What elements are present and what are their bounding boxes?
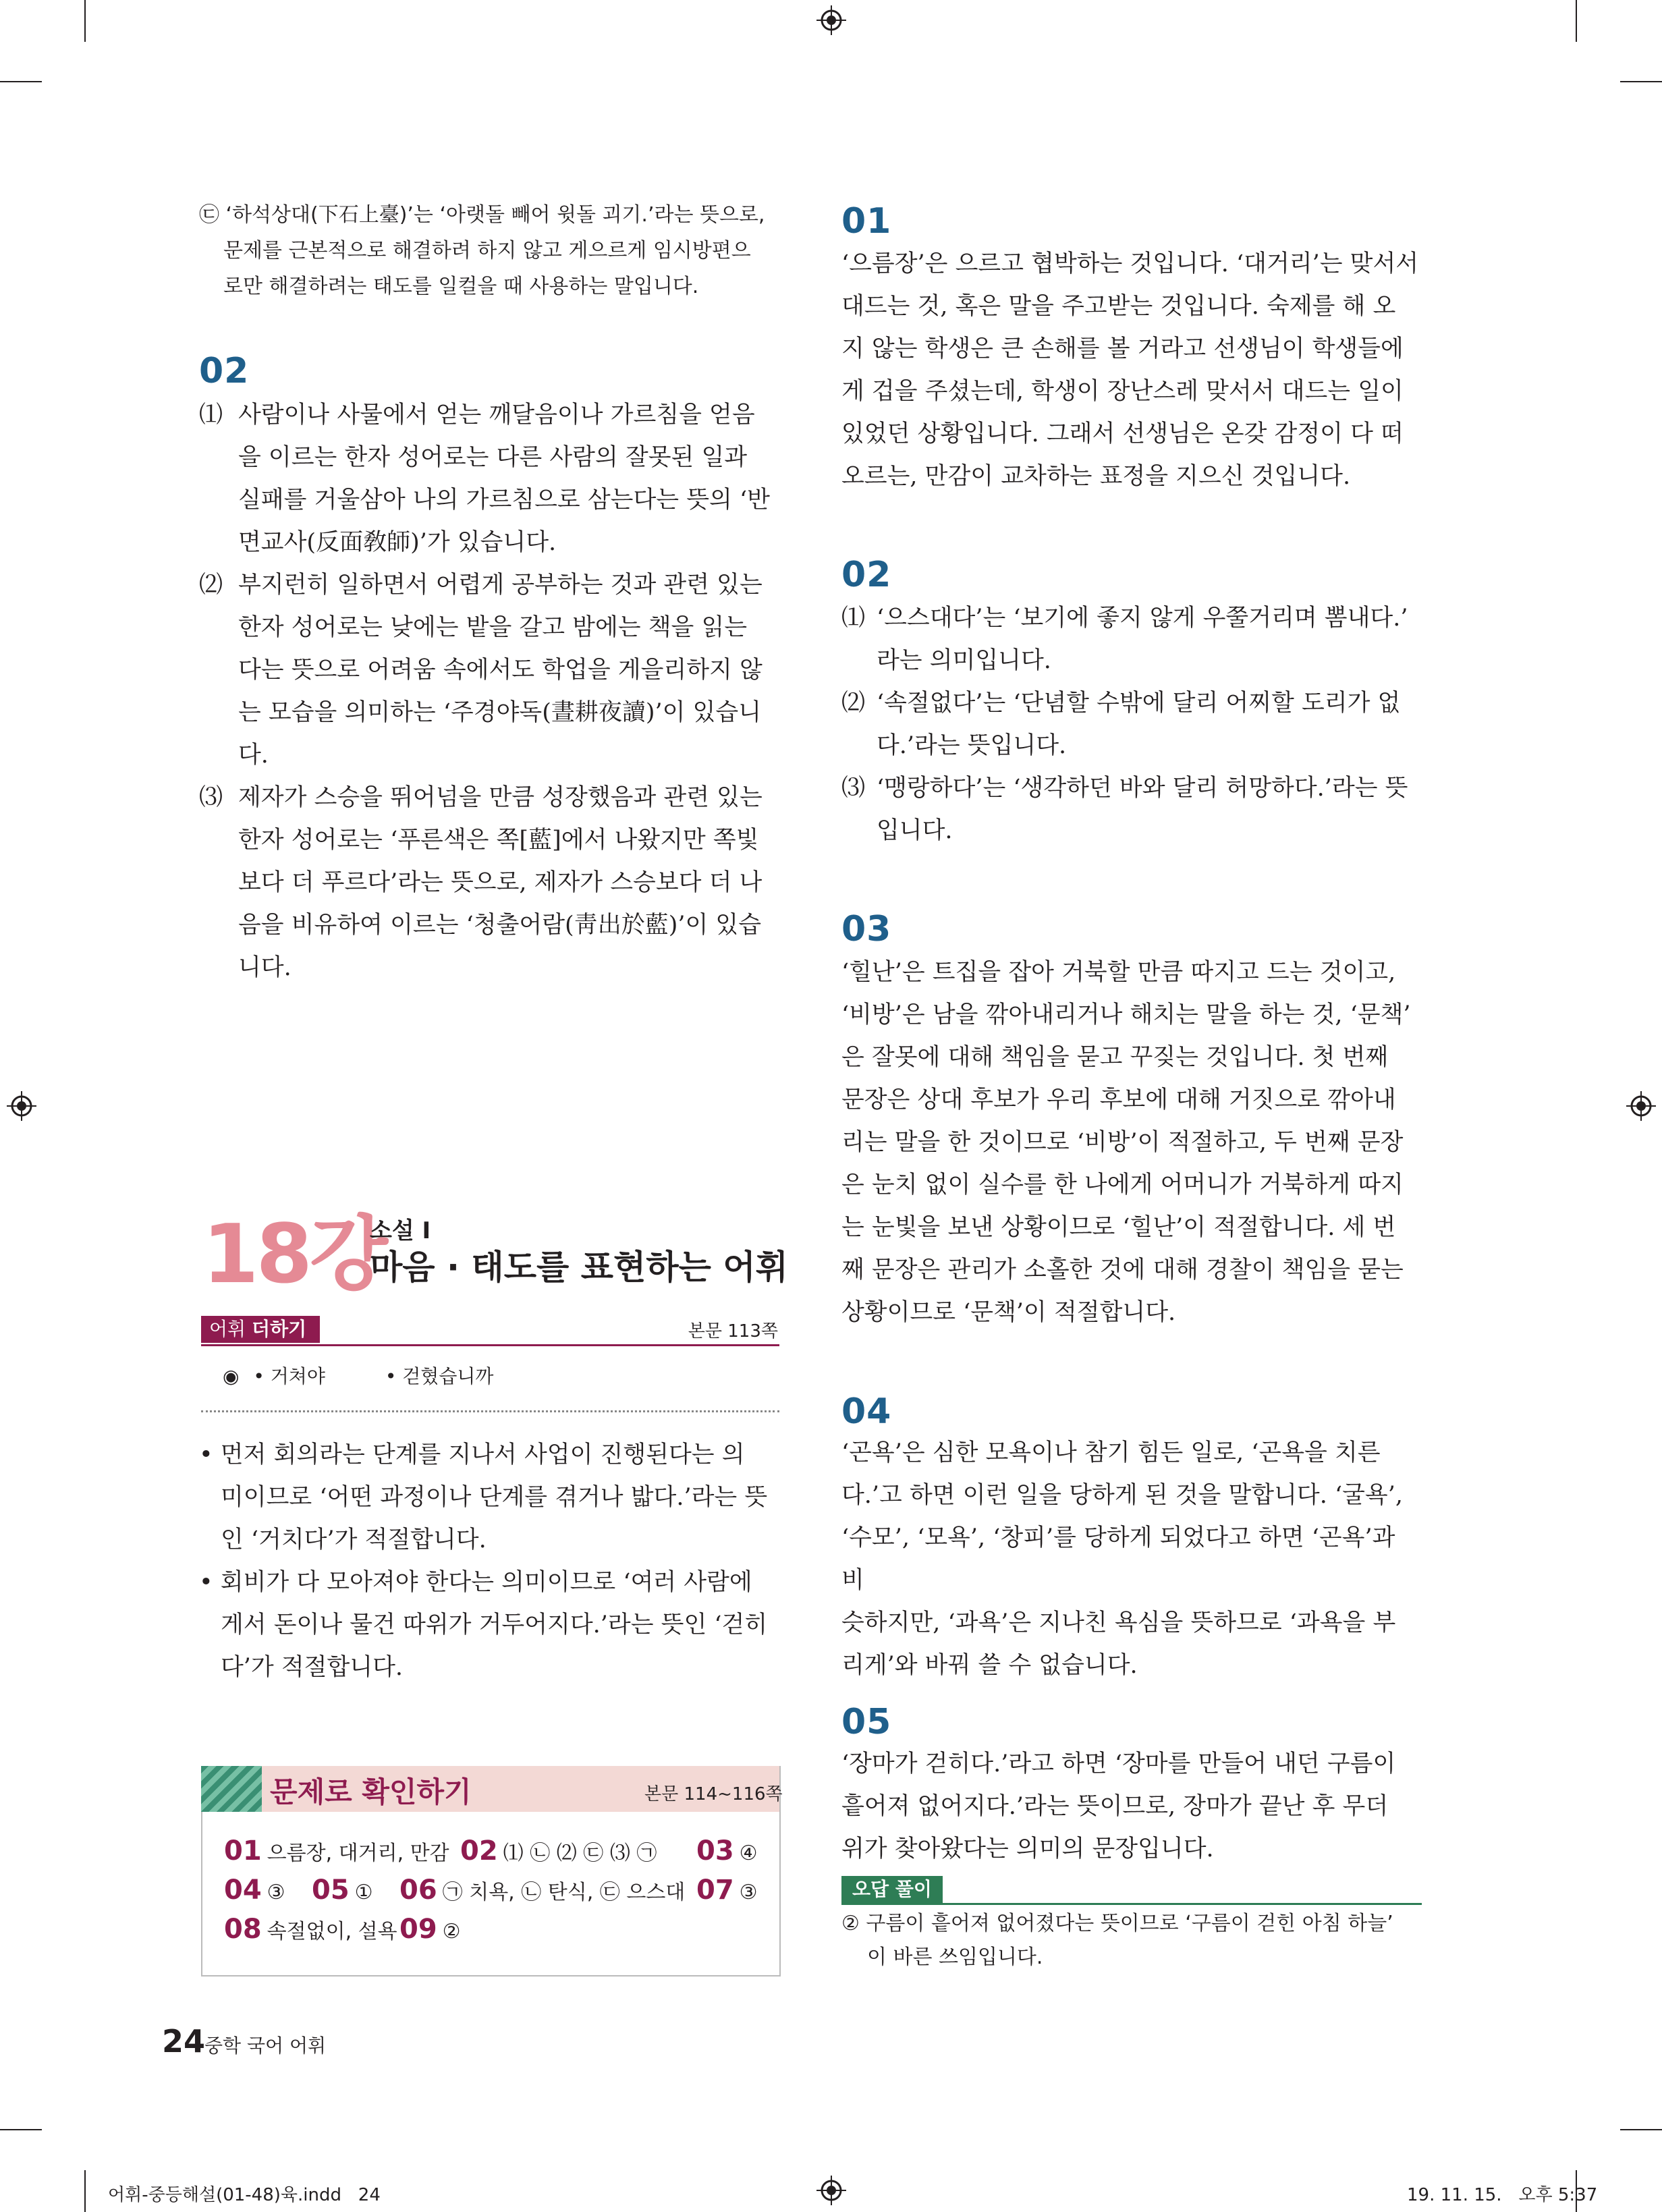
wrong-answer-bar xyxy=(841,1876,1422,1905)
line: ② 구름이 흩어져 없어졌다는 뜻이므로 ‘구름이 걷힌 아침 하늘’ xyxy=(841,1912,1393,1935)
item-marker: ⑵ xyxy=(841,690,866,717)
line: 대드는 것, 혹은 말을 주고받는 것입니다. 숙제를 해 오 xyxy=(841,293,1396,320)
line: 지 않는 학생은 큰 손해를 볼 거라고 선생님이 학생들에 xyxy=(841,335,1404,362)
review-title: 문제로 확인하기 xyxy=(270,1775,472,1808)
crop-mark xyxy=(0,2129,42,2130)
answer-number: 04 xyxy=(224,1875,262,1906)
q04-explanation xyxy=(841,1432,1422,1687)
q03-explanation xyxy=(841,951,1422,1334)
line: ‘비방’은 남을 깎아내리거나 해치는 말을 하는 것, ‘문책’ xyxy=(841,1001,1411,1028)
crop-mark xyxy=(1620,2129,1662,2130)
line: 는 눈빛을 보낸 상황이므로 ‘힐난’이 적절합니다. 세 번 xyxy=(841,1214,1396,1241)
review-stripe xyxy=(201,1766,262,1812)
date-footer: 19. 11. 15. 오후 5:37 xyxy=(1407,2185,1598,2205)
line: 음을 비유하여 이르는 ‘청출어람(靑出於藍)’이 있습 xyxy=(238,912,762,939)
answer-number: 02 xyxy=(460,1835,498,1867)
answer-number: 08 xyxy=(224,1914,262,1945)
list-item xyxy=(199,1434,779,1561)
item-marker: ⑶ xyxy=(199,784,223,811)
vocab-plus-tag xyxy=(201,1316,320,1343)
line: 입니다. xyxy=(877,817,953,844)
question-number: 04 xyxy=(841,1391,892,1432)
vocab-plus-bar xyxy=(201,1316,779,1346)
answer-item xyxy=(224,1914,397,1945)
answer-number: 05 xyxy=(312,1875,350,1906)
wrong-answer-tag: 오답 풀이 xyxy=(841,1876,943,1903)
line: 다.’고 하면 이런 일을 당하게 된 것을 말합니다. ‘굴욕’, xyxy=(841,1482,1403,1509)
line: 리게’와 바꿔 쓸 수 없습니다. xyxy=(841,1652,1138,1679)
line: 한자 성어로는 낮에는 밭을 갈고 밤에는 책을 읽는 xyxy=(238,614,748,641)
line: 다는 뜻으로 어려움 속에서도 학업을 게을리하지 않 xyxy=(238,657,763,684)
line: 부지런히 일하면서 어렵게 공부하는 것과 관련 있는 xyxy=(238,572,763,599)
line: 오르는, 만감이 교차하는 표정을 지으신 것입니다. xyxy=(841,463,1351,490)
line: 라는 의미입니다. xyxy=(877,647,1051,674)
answer-number: 07 xyxy=(696,1875,734,1906)
crop-mark xyxy=(84,0,86,42)
q01-explanation xyxy=(841,243,1422,498)
answer-item xyxy=(460,1835,657,1867)
answer-text: ③ xyxy=(267,1881,285,1904)
answer-text: ① xyxy=(354,1881,373,1904)
line: ‘수모’, ‘모욕’, ‘창피’를 당하게 되었다고 하면 ‘곤욕’과 비 xyxy=(841,1524,1395,1594)
registration-mark-icon xyxy=(1626,1091,1656,1121)
line: 니다. xyxy=(238,954,292,981)
answer-text: ㉠ 치욕, ㉡ 탄식, ㉢ 으스대 xyxy=(442,1881,686,1904)
answer-number: 06 xyxy=(399,1875,437,1906)
answer-number: 03 xyxy=(696,1835,734,1867)
answer-mark-icon: ◉ xyxy=(223,1365,240,1387)
answer-item xyxy=(399,1875,685,1906)
line: 은 잘못에 대해 책임을 묻고 꾸짖는 것입니다. 첫 번째 xyxy=(841,1044,1389,1071)
list-item xyxy=(841,597,1422,682)
line: 실패를 거울삼아 나의 가르침으로 삼는다는 뜻의 ‘반 xyxy=(238,487,770,514)
line: 이 바른 쓰임입니다. xyxy=(867,1945,1043,1969)
wrong-answer-explanation xyxy=(841,1907,1422,1974)
lesson-title: 마음 · 태도를 표현하는 어휘 xyxy=(370,1248,788,1287)
list-item xyxy=(199,394,779,564)
line: 을 이르는 한자 성어로는 다른 사람의 잘못된 일과 xyxy=(238,444,748,471)
answer-text: ③ xyxy=(739,1881,758,1904)
line: 사람이나 사물에서 얻는 깨달음이나 가르침을 얻음 xyxy=(238,402,755,428)
line: 한자 성어로는 ‘푸른색은 쪽[藍]에서 나왔지만 쪽빛 xyxy=(238,827,759,854)
line: • 먼저 회의라는 단계를 지나서 사업이 진행된다는 의 xyxy=(199,1441,745,1468)
q05-explanation xyxy=(841,1743,1422,1871)
line: 인 ‘거치다’가 적절합니다. xyxy=(221,1526,487,1553)
q02-explanation xyxy=(841,597,1422,852)
line: ‘장마가 걷히다.’라고 하면 ‘장마를 만들어 내던 구름이 xyxy=(841,1750,1396,1777)
list-item xyxy=(841,767,1422,852)
line: 는 모습을 의미하는 ‘주경야독(晝耕夜讀)’이 있습니다. xyxy=(238,699,762,769)
line: 미이므로 ‘어떤 과정이나 단계를 겪거나 밟다.’라는 뜻 xyxy=(221,1484,768,1511)
line: ‘힐난’은 트집을 잡아 거북할 만큼 따지고 드는 것이고, xyxy=(841,959,1396,986)
answer-text: 으름장, 대거리, 만감 xyxy=(267,1842,449,1865)
page-reference: 본문 114~116쪽 xyxy=(644,1784,783,1804)
intro-line: 로만 해결하려는 태도를 일컬을 때 사용하는 말입니다. xyxy=(223,275,699,298)
answer-item xyxy=(696,1835,758,1867)
crop-mark xyxy=(0,81,42,82)
list-item xyxy=(199,777,779,989)
bullet-explanations xyxy=(199,1434,779,1689)
registration-mark-icon xyxy=(816,2176,846,2205)
registration-mark-icon xyxy=(7,1091,36,1121)
line: 슷하지만, ‘과욕’은 지나친 욕심을 뜻하므로 ‘과욕을 부 xyxy=(841,1609,1396,1636)
line: 보다 더 푸르다’라는 뜻으로, 제자가 스승보다 더 나 xyxy=(238,869,763,896)
line: • 회비가 다 모아져야 한다는 의미이므로 ‘여러 사람에 xyxy=(199,1569,752,1596)
line: 상황이므로 ‘문책’이 적절합니다. xyxy=(841,1299,1176,1326)
answer-item xyxy=(312,1875,373,1906)
lesson-number: 18강 xyxy=(202,1208,385,1302)
file-footer: 어휘-중등해설(01-48)육.indd 24 xyxy=(108,2185,381,2205)
line: ‘으름장’은 으르고 협박하는 것입니다. ‘대거리’는 맞서서 xyxy=(841,250,1419,277)
line: 문장은 상대 후보가 우리 후보에 대해 거짓으로 깎아내 xyxy=(841,1086,1396,1113)
line: ‘곤욕’은 심한 모욕이나 참기 힘든 일로, ‘곤욕을 치른 xyxy=(841,1439,1381,1466)
answer-text: ⑴ ㉡ ⑵ ㉢ ⑶ ㉠ xyxy=(503,1842,657,1865)
intro-paragraph xyxy=(199,197,779,304)
line: 리는 말을 한 것이므로 ‘비방’이 적절하고, 두 번째 문장 xyxy=(841,1129,1404,1156)
list-item xyxy=(841,682,1422,767)
item-marker: ⑶ xyxy=(841,775,866,802)
intro-line: 문제를 근본적으로 해결하려 하지 않고 게으르게 임시방편으 xyxy=(223,239,751,262)
question-number: 05 xyxy=(841,1702,892,1742)
question-number: 03 xyxy=(841,909,892,949)
book-title: 중학 국어 어휘 xyxy=(204,2035,327,2057)
item-marker: ⑴ xyxy=(199,402,223,428)
answer-text: ④ xyxy=(739,1842,758,1865)
line: 위가 찾아왔다는 의미의 문장입니다. xyxy=(841,1835,1214,1862)
line: ‘속절없다’는 ‘단념할 수밖에 달리 어찌할 도리가 없 xyxy=(877,690,1401,717)
answer-number: 09 xyxy=(399,1914,437,1945)
line: 째 문장은 관리가 소홀한 것에 대해 경찰이 책임을 묻는 xyxy=(841,1256,1404,1283)
answer-item xyxy=(224,1835,449,1867)
line: 다.’라는 뜻입니다. xyxy=(877,732,1067,759)
lesson-category: 소설 Ⅰ xyxy=(370,1217,431,1244)
line: 면교사(反面敎師)’가 있습니다. xyxy=(238,529,557,556)
line: 다’가 적절합니다. xyxy=(221,1654,404,1681)
intro-line: ㉢ ‘하석상대(下石上臺)’는 ‘아랫돌 빼어 윗돌 괴기.’라는 뜻으로, xyxy=(199,203,765,227)
q02-explanation xyxy=(199,394,779,989)
line: ‘맹랑하다’는 ‘생각하던 바와 달리 허망하다.’라는 뜻 xyxy=(877,775,1408,802)
line: 게 겁을 주셨는데, 학생이 장난스레 맞서서 대드는 일이 xyxy=(841,378,1404,405)
line: 있었던 상황입니다. 그래서 선생님은 온갖 감정이 다 떠 xyxy=(841,420,1404,447)
list-item xyxy=(199,1561,779,1689)
question-number: 02 xyxy=(199,351,250,391)
question-number: 01 xyxy=(841,201,892,242)
tag-prefix: 어휘 xyxy=(209,1318,246,1340)
answer-item xyxy=(696,1875,758,1906)
option: • 거쳐야 xyxy=(253,1365,325,1387)
list-item xyxy=(199,564,779,777)
crop-mark xyxy=(1620,81,1662,82)
dotted-divider xyxy=(201,1410,779,1412)
page-number: 24 xyxy=(162,2023,206,2059)
answer-options xyxy=(223,1362,493,1389)
crop-mark xyxy=(1576,0,1577,42)
crop-mark xyxy=(84,2170,86,2212)
page-reference: 본문 113쪽 xyxy=(688,1321,778,1342)
item-marker: ⑵ xyxy=(199,572,223,599)
question-number: 02 xyxy=(841,555,892,595)
line: ‘으스대다’는 ‘보기에 좋지 않게 우쭐거리며 뽐내다.’ xyxy=(877,605,1408,632)
line: 흩어져 없어지다.’라는 뜻이므로, 장마가 끝난 후 무더 xyxy=(841,1793,1389,1820)
line: 게서 돈이나 물건 따위가 거두어지다.’라는 뜻인 ‘걷히 xyxy=(221,1611,768,1638)
answer-text: ② xyxy=(442,1920,461,1943)
item-marker: ⑴ xyxy=(841,605,866,632)
option: • 걷혔습니까 xyxy=(385,1365,494,1387)
answer-number: 01 xyxy=(224,1835,262,1867)
line: 제자가 스승을 뛰어넘을 만큼 성장했음과 관련 있는 xyxy=(238,784,763,811)
answer-item xyxy=(399,1914,461,1945)
answer-text: 속절없이, 설욕 xyxy=(267,1920,397,1943)
tag-main: 더하기 xyxy=(252,1318,307,1340)
line: 은 눈치 없이 실수를 한 나에게 어머니가 거북하게 따지 xyxy=(841,1171,1404,1198)
answer-item xyxy=(224,1875,285,1906)
registration-mark-icon xyxy=(816,5,846,35)
